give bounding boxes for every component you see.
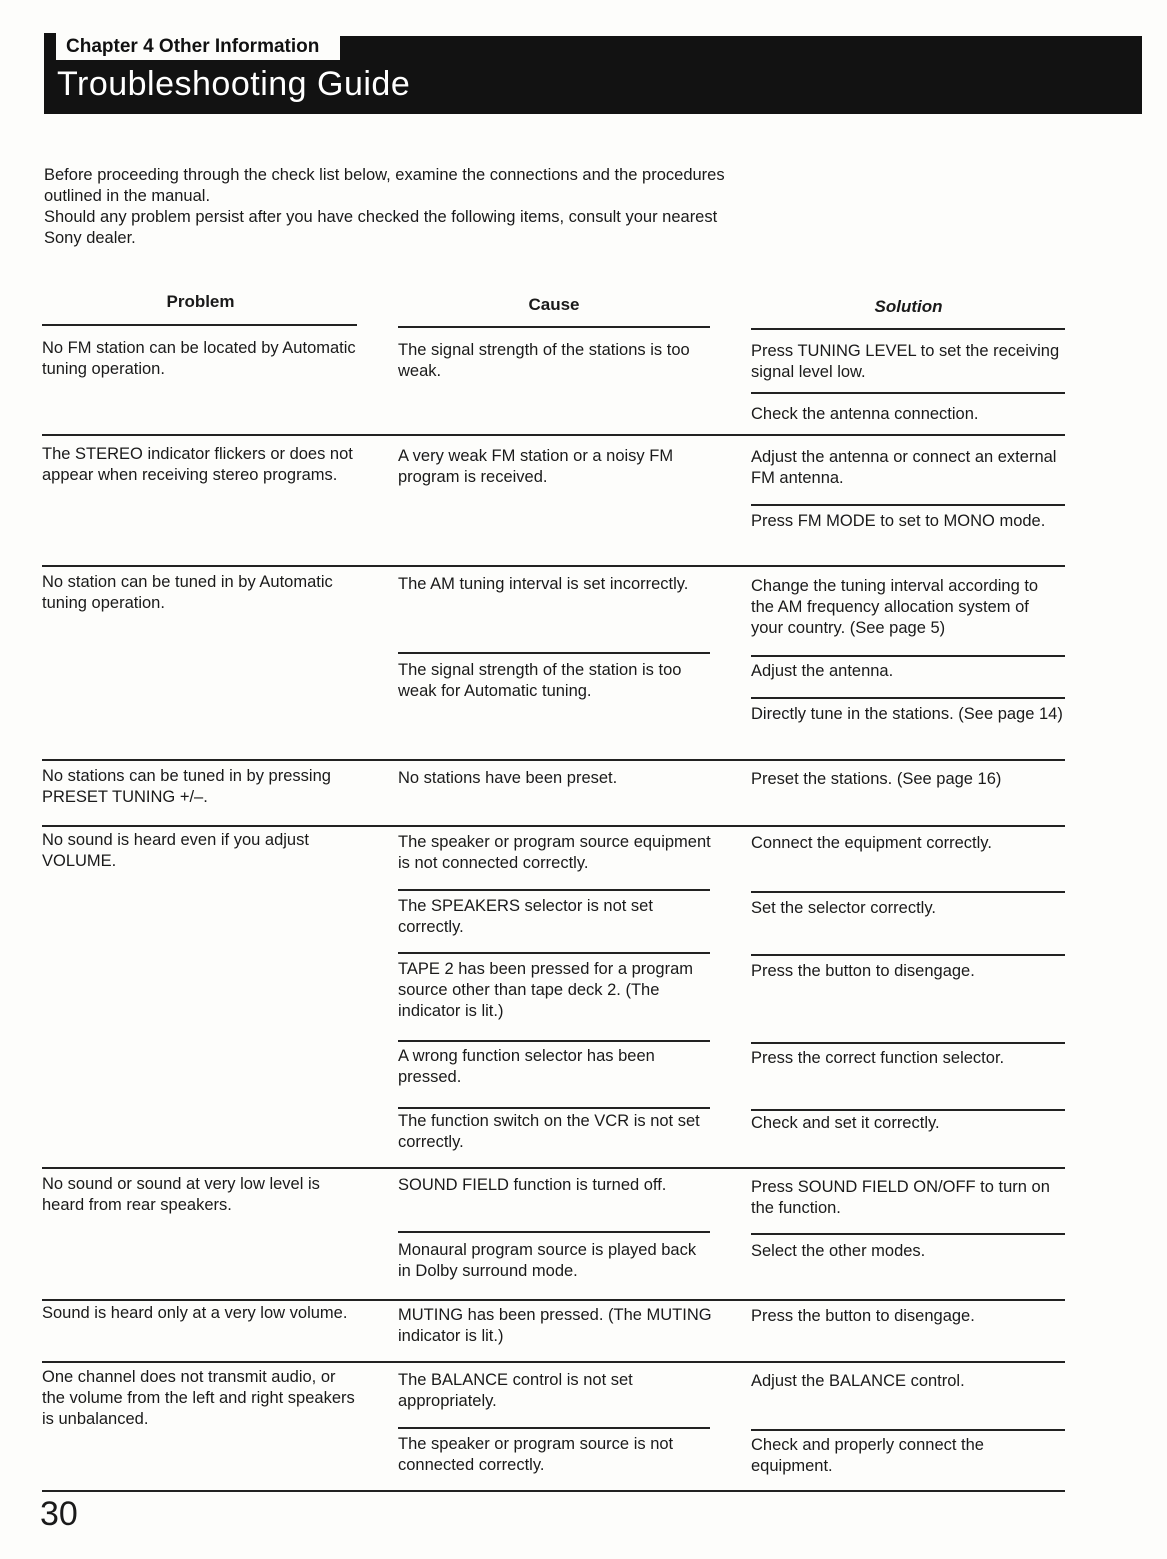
header-rule [751,328,1065,330]
column-header-solution: Solution [874,297,943,316]
solution-cell: Press the button to disengage. [751,1307,975,1325]
row-divider [42,1167,1065,1169]
solution-cell: Change the tuning interval according to the AM frequency allocation system of your country. (See page 5) [751,577,1039,637]
cause-cell: The speaker or program source is not connected correctly. [398,1435,674,1474]
solution-divider [751,655,1065,657]
intro-line: Sony dealer. [44,229,136,247]
cause-cell: The function switch on the VCR is not set correctly. [398,1112,700,1151]
intro-line: Should any problem persist after you have checked the following items, consult your nearest [44,208,718,226]
cause-cell: Monaural program source is played back in Dolby surround mode. [398,1241,697,1280]
row-divider [42,1299,1065,1301]
cause-divider [398,1040,710,1042]
solution-divider [751,1042,1065,1044]
cause-cell: No stations have been preset. [398,769,618,787]
cause-divider [398,889,710,891]
table-bottom-rule [42,1490,1065,1492]
solution-divider [751,954,1065,956]
intro-line: Before proceeding through the check list below, examine the connections and the procedures [44,166,725,184]
cause-divider [398,1427,710,1429]
cause-cell: A wrong function selector has been pressed. [398,1047,655,1086]
solution-cell: Select the other modes. [751,1242,926,1260]
solution-divider [751,697,1065,699]
solution-divider [751,1429,1065,1431]
cause-cell: The BALANCE control is not set appropriately. [398,1371,633,1410]
solution-cell: Adjust the antenna. [751,662,894,680]
problem-cell: No sound or sound at very low level is heard from rear speakers. [42,1175,320,1214]
cause-cell: The signal strength of the stations is too weak. [398,341,690,380]
solution-cell: Press FM MODE to set to MONO mode. [751,512,1046,530]
solution-divider [751,504,1065,506]
solution-cell: Preset the stations. (See page 16) [751,770,1002,788]
cause-cell: The signal strength of the station is too weak for Automatic tuning. [398,661,682,700]
solution-cell: Adjust the antenna or connect an external FM antenna. [751,448,1057,487]
solution-cell: Directly tune in the stations. (See page 14) [751,705,1063,723]
cause-divider [398,952,710,954]
cause-divider [398,652,710,654]
solution-cell: Check and set it correctly. [751,1114,940,1132]
solution-cell: Check and properly connect the equipment. [751,1436,984,1475]
cause-cell: TAPE 2 has been pressed for a program source other than tape deck 2. (The indicator is lit.) [398,960,694,1020]
solution-divider [751,392,1065,394]
cause-cell: The speaker or program source equipment is not connected correctly. [398,833,711,872]
problem-cell: No station can be tuned in by Automatic tuning operation. [42,573,333,612]
problem-cell: One channel does not transmit audio, or the volume from the left and right speakers is unbalanced. [42,1368,355,1428]
solution-cell: Press SOUND FIELD ON/OFF to turn on the function. [751,1178,1050,1217]
solution-divider [751,1233,1065,1235]
cause-divider [398,1231,710,1233]
page-title: Troubleshooting Guide [57,65,411,103]
solution-divider [751,891,1065,893]
problem-cell: No stations can be tuned in by pressing PRESET TUNING +/–. [42,767,331,806]
solution-cell: Connect the equipment correctly. [751,834,992,852]
problem-cell: No FM station can be located by Automatic tuning operation. [42,339,356,378]
solution-cell: Press the correct function selector. [751,1049,1005,1067]
cause-cell: The AM tuning interval is set incorrectly. [398,575,689,593]
solution-cell: Set the selector correctly. [751,899,936,917]
solution-cell: Adjust the BALANCE control. [751,1372,965,1390]
header-rule [42,324,357,326]
row-divider [42,565,1065,567]
solution-cell: Check the antenna connection. [751,405,979,423]
problem-cell: The STEREO indicator flickers or does not appear when receiving stereo programs. [42,445,353,484]
solution-cell: Press the button to disengage. [751,962,975,980]
cause-cell: The SPEAKERS selector is not set correctly. [398,897,653,936]
chapter-label: Chapter 4 Other Information [44,33,340,60]
cause-cell: MUTING has been pressed. (The MUTING indicator is lit.) [398,1306,712,1345]
problem-cell: Sound is heard only at a very low volume. [42,1304,348,1322]
row-divider [42,825,1065,827]
header-rule [398,326,710,328]
cause-cell: SOUND FIELD function is turned off. [398,1176,667,1194]
cause-cell: A very weak FM station or a noisy FM program is received. [398,447,674,486]
column-header-cause: Cause [528,295,580,314]
page-number: 30 [40,1495,78,1533]
intro-text [44,165,824,249]
row-divider [42,759,1065,761]
row-divider [42,434,1065,436]
row-divider [42,1361,1065,1363]
cause-divider [398,1107,710,1109]
column-header-problem: Problem [166,292,235,311]
intro-line: outlined in the manual. [44,187,211,205]
problem-cell: No sound is heard even if you adjust VOLUME. [42,831,309,870]
solution-divider [751,1109,1065,1111]
solution-cell: Press TUNING LEVEL to set the receiving signal level low. [751,342,1060,381]
